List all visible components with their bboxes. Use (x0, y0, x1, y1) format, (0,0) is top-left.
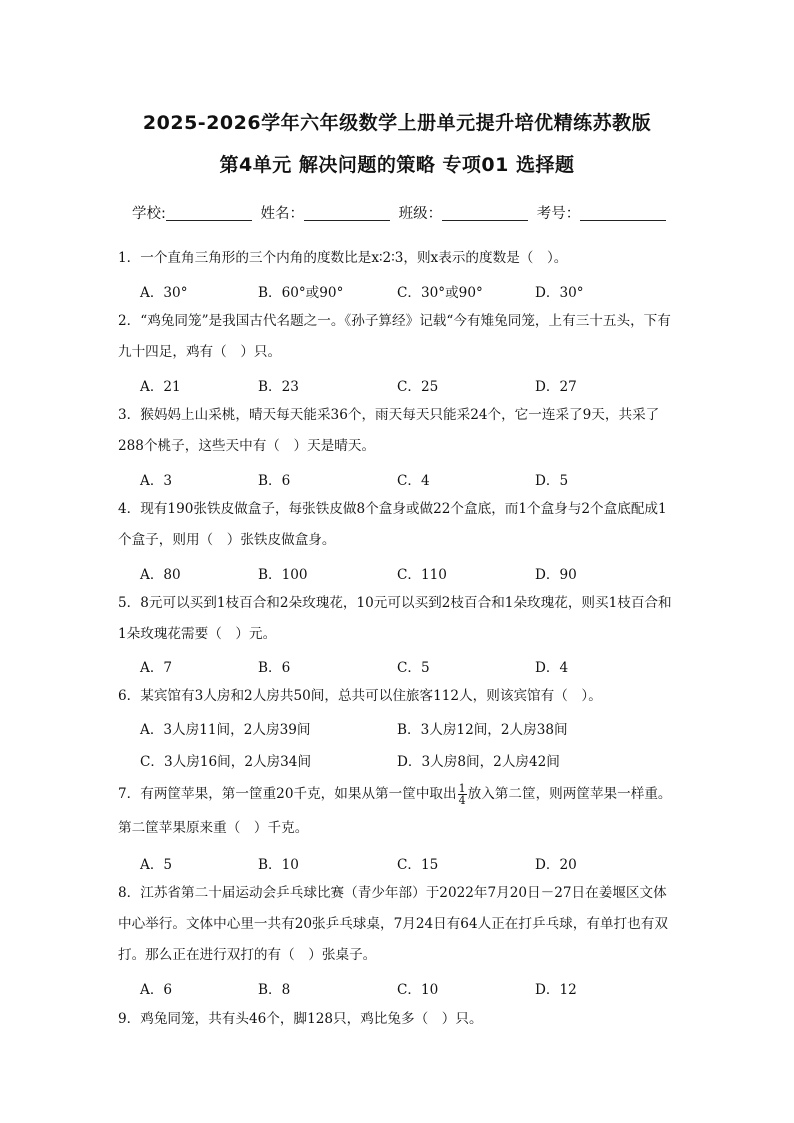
question-7-text-b: 放入第二筐，则两筐苹果一样重。 (467, 786, 672, 802)
school-label: 学校: (132, 206, 166, 222)
option-c[interactable]: C．15 (397, 857, 439, 873)
option-d[interactable]: D．4 (535, 660, 569, 676)
name-label: 姓名： (260, 206, 304, 222)
school-field[interactable] (166, 206, 252, 221)
fraction-denominator: 4 (458, 794, 466, 807)
option-a[interactable]: A．30° (140, 285, 188, 301)
option-b[interactable]: B．23 (258, 379, 299, 395)
class-field[interactable] (442, 206, 528, 221)
question-9: 9．鸡兔同笼，共有头46个，脚128只，鸡比兔多（ ）只。 (118, 1011, 483, 1027)
worksheet-title: 2025-2026学年六年级数学上册单元提升培优精练苏教版 (142, 112, 652, 134)
option-a[interactable]: A．21 (140, 379, 181, 395)
question-2: 2．“鸡兔同笼”是我国古代名题之一。《孙子算经》记载“今有雉兔同笼，上有三十五头，下有九十四足，鸡有（ ）只。 (118, 313, 671, 360)
option-a[interactable]: A．6 (140, 982, 173, 998)
option-b[interactable]: B．10 (258, 857, 299, 873)
option-d[interactable]: D．90 (535, 567, 577, 583)
option-a[interactable]: A．3 (140, 473, 173, 489)
option-b[interactable]: B．8 (258, 982, 291, 998)
exam-number-field[interactable] (580, 206, 666, 221)
option-a[interactable]: A．80 (140, 567, 181, 583)
question-7-text-a: 7．有两筐苹果，第一筐重20千克，如果从第一筐中取出 (118, 786, 457, 802)
question-7 (118, 779, 698, 810)
option-d[interactable]: D．3人房8间，2人房42间 (397, 754, 560, 770)
option-a[interactable]: A．5 (140, 857, 173, 873)
option-c[interactable]: C．110 (397, 567, 447, 583)
option-d[interactable]: D．5 (535, 473, 569, 489)
option-b[interactable]: B．3人房12间，2人房38间 (397, 722, 568, 738)
option-c[interactable]: C．30°或90° (397, 285, 483, 301)
option-a[interactable]: A．7 (140, 660, 173, 676)
question-7-line2: 第二筐苹果原来重（ ）千克。 (118, 820, 309, 836)
option-d[interactable]: D．30° (535, 285, 584, 301)
option-b[interactable]: B．100 (258, 567, 308, 583)
option-d[interactable]: D．12 (535, 982, 577, 998)
question-6: 6．某宾馆有3人房和2人房共50间，总共可以住旅客112人，则该宾馆有（ ）。 (118, 688, 602, 704)
option-c[interactable]: C．5 (397, 660, 430, 676)
option-b[interactable]: B．60°或90° (258, 285, 344, 301)
option-b[interactable]: B．6 (258, 473, 291, 489)
option-c[interactable]: C．25 (397, 379, 439, 395)
student-info-row (132, 202, 670, 223)
option-c[interactable]: C．10 (397, 982, 439, 998)
option-d[interactable]: D．27 (535, 379, 577, 395)
option-c[interactable]: C．3人房16间，2人房34间 (140, 754, 312, 770)
question-1: 1．一个直角三角形的三个内角的度数比是x∶2∶3，则x表示的度数是（ ）。 (118, 250, 568, 266)
question-8: 8．江苏省第二十届运动会乒乓球比赛（青少年部）于2022年7月20日－27日在姜堰区文体中心举行。文体中心里一共有20张乒乓球桌，7月24日有64人正在打乒乓球，有单打也有双打。那么正在进行双打的有（ ）张桌子。 (118, 885, 668, 963)
name-field[interactable] (304, 206, 390, 221)
option-c[interactable]: C．4 (397, 473, 430, 489)
option-b[interactable]: B．6 (258, 660, 291, 676)
question-3: 3．猴妈妈上山采桃，晴天每天能采36个，雨天每天只能采24个，它一连采了9天，共采了288个桃子，这些天中有（ ）天是晴天。 (118, 407, 660, 454)
fraction-numerator: 1 (458, 782, 466, 795)
option-a[interactable]: A．3人房11间，2人房39间 (140, 722, 311, 738)
option-d[interactable]: D．20 (535, 857, 577, 873)
question-4: 4．现有190张铁皮做盒子，每张铁皮做8个盒身或做22个盒底，而1个盒身与2个盒底配成1个盒子，则用（ ）张铁皮做盒身。 (118, 501, 667, 548)
question-5: 5．8元可以买到1枝百合和2朵玫瑰花，10元可以买到2枝百合和1朵玫瑰花，则买1枝百合和1朵玫瑰花需要（ ）元。 (118, 595, 672, 642)
fraction-one-quarter (458, 783, 467, 806)
class-label: 班级： (398, 206, 443, 222)
worksheet-subtitle: 第4单元 解决问题的策略 专项01 选择题 (219, 154, 575, 176)
exam-number-label: 考号： (536, 206, 581, 222)
